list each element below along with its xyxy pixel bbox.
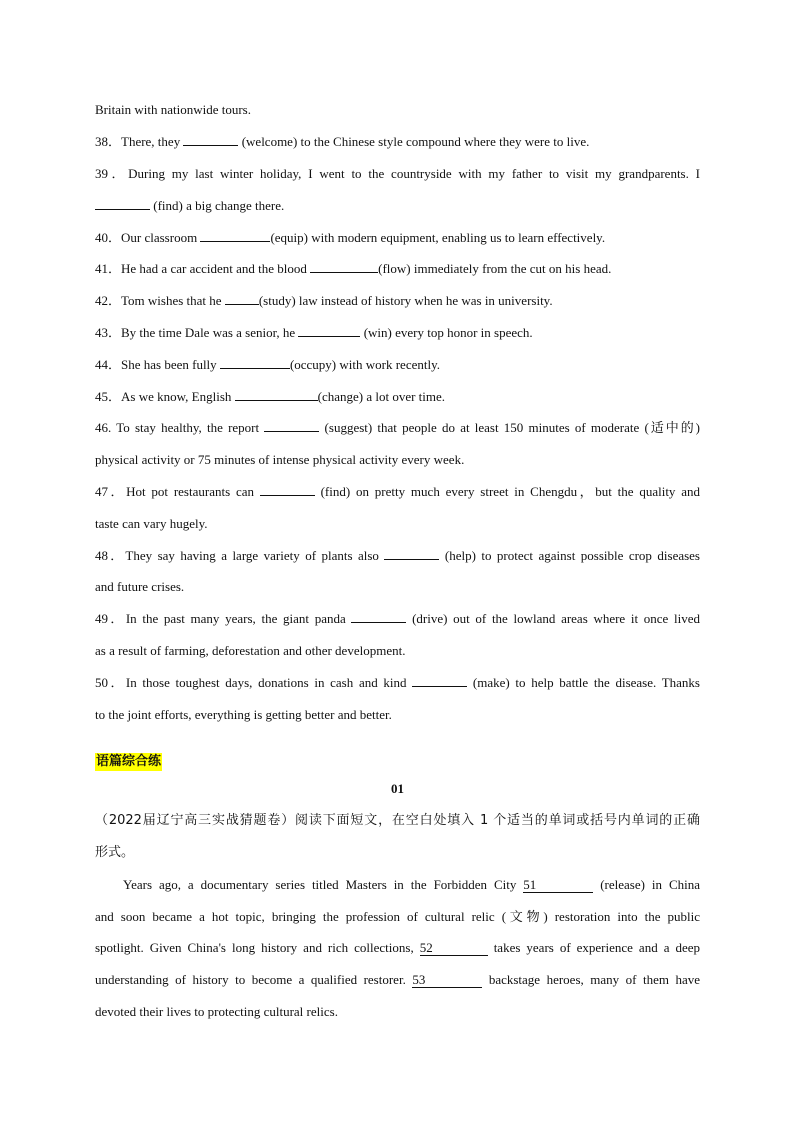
question-40: 40．Our classroom (equip) with modern equipment, enabling us to learn effectively. — [95, 230, 606, 245]
question-49-line-2: as a result of farming, deforestation and other development. — [95, 643, 406, 658]
question-46-line-2: physical activity or 75 minutes of intense physical activity every week. — [95, 452, 465, 467]
question-50-line-1: 50．In those toughest days, donations in cash and kind (make) to help battle the disease. Thanks — [95, 675, 700, 690]
question-43: 43．By the time Dale was a senior, he (win) every top honor in speech. — [95, 325, 533, 340]
answer-blank[interactable] — [310, 260, 378, 273]
blank-53[interactable]: 53 — [412, 973, 482, 988]
question-49-line-1: 49．In the past many years, the giant panda (drive) out of the lowland areas where it once lived — [95, 611, 700, 626]
question-42: 42．Tom wishes that he (study) law instead of history when he was in university. — [95, 293, 553, 308]
question-45: 45．As we know, English (change) a lot over time. — [95, 389, 446, 404]
question-48-line-1: 48．They say having a large variety of plants also (help) to protect against possible crop diseases — [95, 548, 700, 563]
question-50-line-2: to the joint efforts, everything is getting better and better. — [95, 707, 392, 722]
passage-line-2: and soon became a hot topic, bringing the profession of cultural relic (文物) restoration into the public — [95, 909, 700, 924]
answer-blank[interactable] — [260, 483, 315, 496]
line-37-continued: Britain with nationwide tours. — [95, 102, 251, 117]
answer-blank[interactable] — [95, 197, 150, 210]
answer-blank[interactable] — [183, 133, 238, 146]
answer-blank[interactable] — [200, 229, 270, 242]
question-47-line-2: taste can vary hugely. — [95, 516, 208, 531]
answer-blank[interactable] — [298, 324, 360, 337]
passage-line-3: spotlight. Given China's long history and rich collections, 52 takes years of experience and a deep — [95, 940, 700, 955]
question-41: 41．He had a car accident and the blood (flow) immediately from the cut on his head. — [95, 261, 612, 276]
question-44: 44．She has been fully (occupy) with work recently. — [95, 357, 440, 372]
answer-blank[interactable] — [384, 547, 439, 560]
question-48-line-2: and future crises. — [95, 579, 185, 594]
question-38: 38．There, they (welcome) to the Chinese style compound where they were to live. — [95, 134, 590, 149]
passage-line-4: understanding of history to become a qualified restorer. 53 backstage heroes, many of them have — [95, 972, 700, 987]
answer-blank[interactable] — [351, 610, 406, 623]
passage-line-5: devoted their lives to protecting cultural relics. — [95, 1004, 338, 1019]
answer-blank[interactable] — [225, 292, 259, 305]
question-39-line-2: (find) a big change there. — [95, 197, 700, 215]
blank-51[interactable]: 51 — [523, 878, 593, 893]
answer-blank[interactable] — [220, 356, 290, 369]
passage-instructions-line-1: （2022届辽宁高三实战猜题卷）阅读下面短文，在空白处填入 1 个适当的单词或括号内单词的正确 — [95, 813, 700, 828]
passage-instructions-line-2: 形式。 — [95, 845, 135, 860]
answer-blank[interactable] — [412, 674, 467, 687]
passage-line-1: Years ago, a documentary series titled Masters in the Forbidden City 51 (release) in China — [123, 877, 700, 892]
blank-52[interactable]: 52 — [420, 941, 488, 956]
passage-number: 01 — [391, 781, 404, 796]
answer-blank[interactable] — [235, 388, 318, 401]
question-47-line-1: 47．Hot pot restaurants can (find) on pretty much every street in Chengdu，but the quality and — [95, 484, 700, 499]
section-heading: 语篇综合练 — [96, 754, 162, 769]
question-46-line-1: 46. To stay healthy, the report (suggest) that people do at least 150 minutes of moderate (适中的) — [95, 420, 700, 435]
answer-blank[interactable] — [264, 419, 319, 432]
question-39-line-1: 39．During my last winter holiday, I went to the countryside with my father to visit my grandparents. I — [95, 166, 701, 181]
